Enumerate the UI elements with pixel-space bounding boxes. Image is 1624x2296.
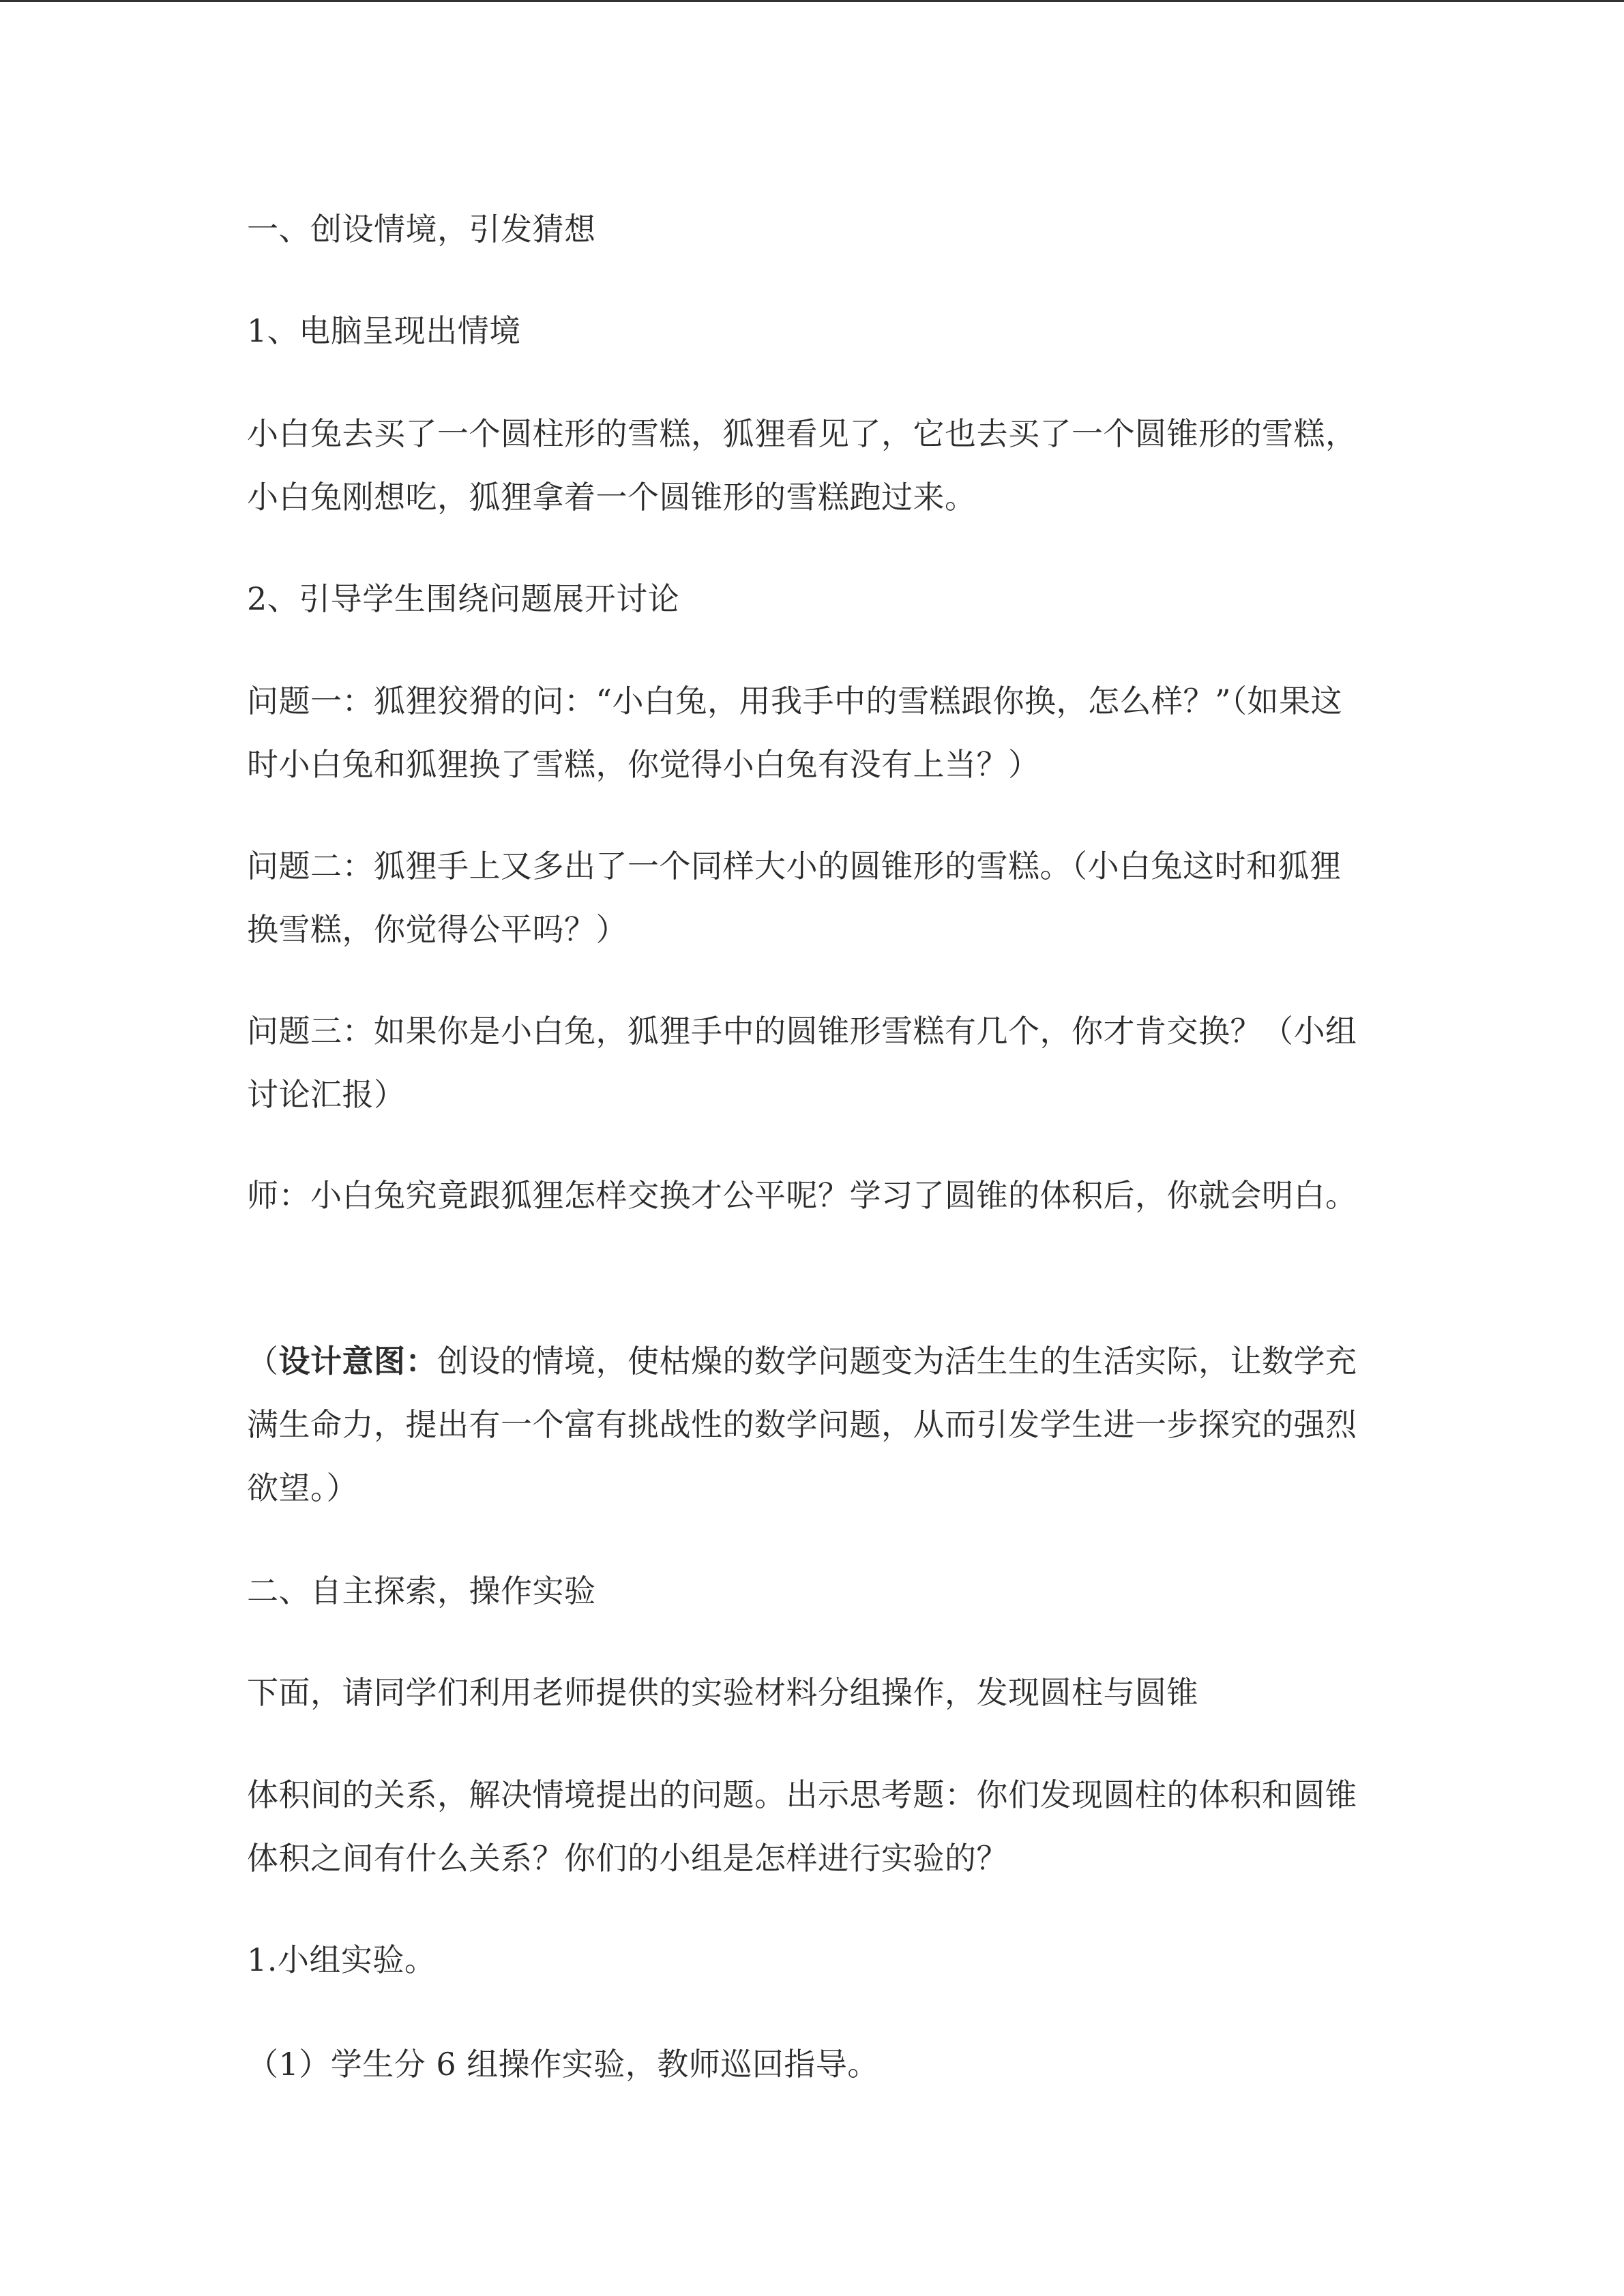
design-intent-open-paren: （	[247, 1343, 279, 1380]
design-intent-body: 创设的情境，使枯燥的数学问题变为活生生的生活实际，让数学充满生命力，提出有一个富有挑战性的数学问题，从而引发学生进一步探究的强烈欲望。）	[247, 1343, 1357, 1506]
paragraph-instructions: 下面，请同学们利用老师提供的实验材料分组操作，发现圆柱与圆锥	[247, 1674, 1198, 1711]
subheading-1: 1、电脑呈现出情境	[247, 312, 521, 349]
paragraph-question-3: 问题三：如果你是小白兔，狐狸手中的圆锥形雪糕有几个，你才肯交换？（小组讨论汇报）	[247, 1013, 1357, 1113]
subheading-group-experiment: 1.小组实验。	[247, 1941, 437, 1978]
paragraph-question-2: 问题二：狐狸手上又多出了一个同样大小的圆锥形的雪糕。（小白兔这时和狐狸换雪糕，你觉得公平吗？）	[247, 848, 1342, 948]
paragraph-think-question: 体积间的关系，解决情境提出的问题。出示思考题：你们发现圆柱的体积和圆锥体积之间有什么关系？你们的小组是怎样进行实验的？	[247, 1776, 1357, 1877]
page-top-border	[0, 0, 1624, 2]
section-heading-2: 二、自主探索，操作实验	[247, 1572, 596, 1609]
subheading-2: 2、引导学生围绕问题展开讨论	[247, 580, 680, 617]
design-intent-label: 设计意图：	[278, 1343, 437, 1380]
section-heading-1: 一、创设情境，引发猜想	[247, 211, 596, 248]
paragraph-step-1: （1）学生分 6 组操作实验，教师巡回指导。	[247, 2046, 879, 2083]
paragraph-teacher: 师：小白兔究竟跟狐狸怎样交换才公平呢？学习了圆锥的体积后，你就会明白。	[247, 1177, 1357, 1214]
paragraph-scenario: 小白兔去买了一个圆柱形的雪糕，狐狸看见了，它也去买了一个圆锥形的雪糕，小白兔刚想吃，狐狸拿着一个圆锥形的雪糕跑过来。	[247, 415, 1357, 516]
paragraph-question-1: 问题一：狐狸狡猾的问：“小白兔，用我手中的雪糕跟你换，怎么样？”（如果这时小白兔和狐狸换了雪糕，你觉得小白兔有没有上当？）	[247, 683, 1343, 783]
paragraph-design-intent	[247, 1330, 1365, 1520]
